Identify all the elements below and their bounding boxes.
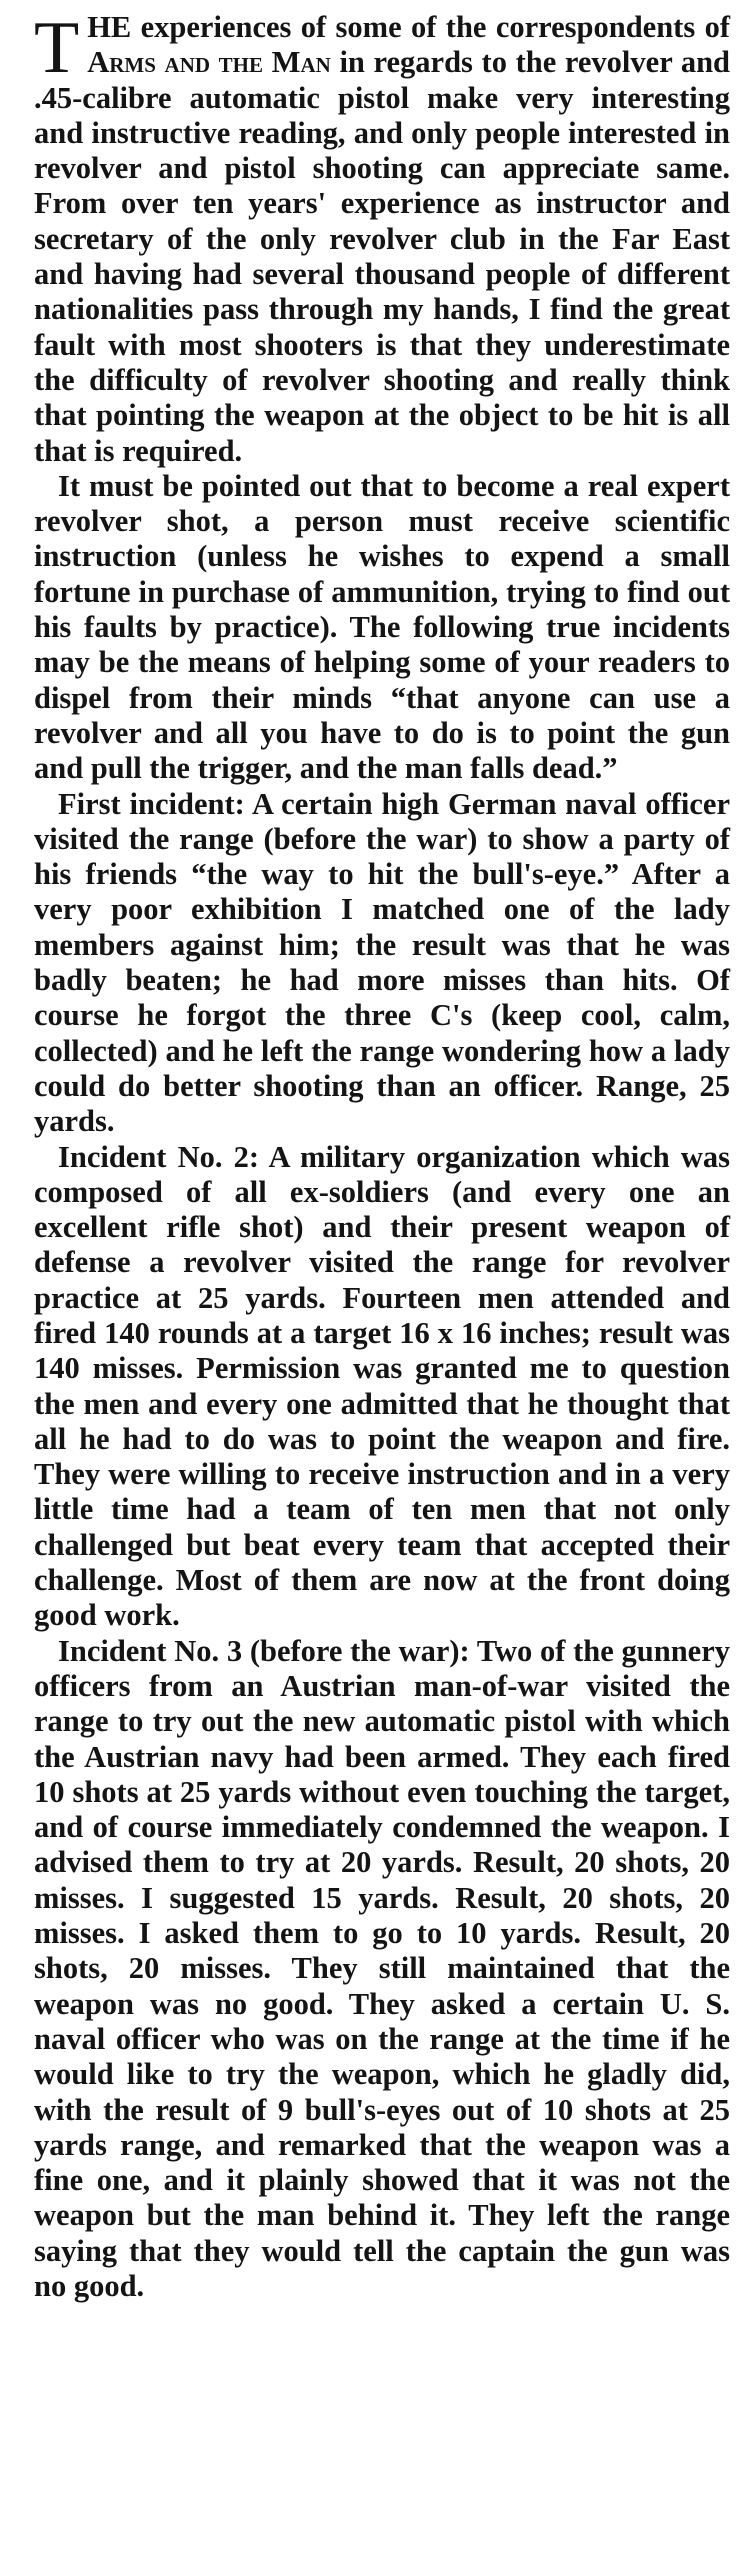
- drop-cap-letter: T: [34, 7, 80, 89]
- paragraph-incident-2: Incident No. 2: A military organization which was composed of all ex-soldiers (and every one an excellent rifle shot) and their present weapon of defense a revolver visited the range for revolver practice at 25 yards. Fourteen men attended and fired 140 rounds at a target 16 x 16 inches; result was 140 misses. Permission was granted me to question the men and every one admitted that he thought that all he had to do was to point the weapon and fire. They were willing to receive instruction and in a very little time had a team of ten men that not only challenged but beat every team that accepted their challenge. Most of them are now at the front doing good work.: [34, 1139, 730, 1633]
- paragraph-intro: [34, 7, 731, 469]
- magazine-title: Arms and the Man: [87, 45, 331, 80]
- intro-lead-text: HE experiences of some of the correspondents of: [87, 10, 730, 44]
- paragraph-instruction: It must be pointed out that to become a real expert revolver shot, a person must receive scientific instruction (unless he wishes to expend a small fortune in purchase of ammunition, trying to find out his faults by practice). The following true incidents may be the means of helping some of your readers to dispel from their minds “that anyone can use a revolver and all you have to do is to point the gun and pull the trigger, and the man falls dead.”: [34, 468, 730, 786]
- article-column: [34, 7, 731, 2304]
- paragraph-first-incident: First incident: A certain high German naval officer visited the range (before the war) to show a party of his friends “the way to hit the bull's-eye.” After a very poor exhibition I matched one of the lady members against him; the result was that he was badly beaten; he had more misses than hits. Of course he forgot the three C's (keep cool, calm, collected) and he left the range wondering how a lady could do better shooting than an officer. Range, 25 yards.: [34, 786, 730, 1139]
- intro-body-text: in regards to the revolver and .45-calibre automatic pistol make very interesting and instructive reading, and only people interested in revolver and pistol shooting can appreciate same. From over ten years' experience as instructor and secretary of the only revolver club in the Far East and having had several thousand people of different nationalities pass through my hands, I find the great fault with most shooters is that they underestimate the difficulty of revolver shooting and really think that pointing the weapon at the object to be hit is all that is required.: [34, 45, 731, 468]
- paragraph-incident-3: Incident No. 3 (before the war): Two of the gunnery officers from an Austrian man-of-war visited the range to try out the new automatic pistol with which the Austrian navy had been armed. They each fired 10 shots at 25 yards without even touching the target, and of course immediately condemned the weapon. I advised them to try at 20 yards. Result, 20 shots, 20 misses. I suggested 15 yards. Result, 20 shots, 20 misses. I asked them to go to 10 yards. Result, 20 shots, 20 misses. They still maintained that the weapon was no good. They asked a certain U. S. naval officer who was on the range at the time if he would like to try the weapon, which he gladly did, with the result of 9 bull's-eyes out of 10 shots at 25 yards range, and remarked that the weapon was a fine one, and it plainly showed that it was not the weapon but the man behind it. They left the range saying that they would tell the captain the gun was no good.: [34, 1633, 730, 2303]
